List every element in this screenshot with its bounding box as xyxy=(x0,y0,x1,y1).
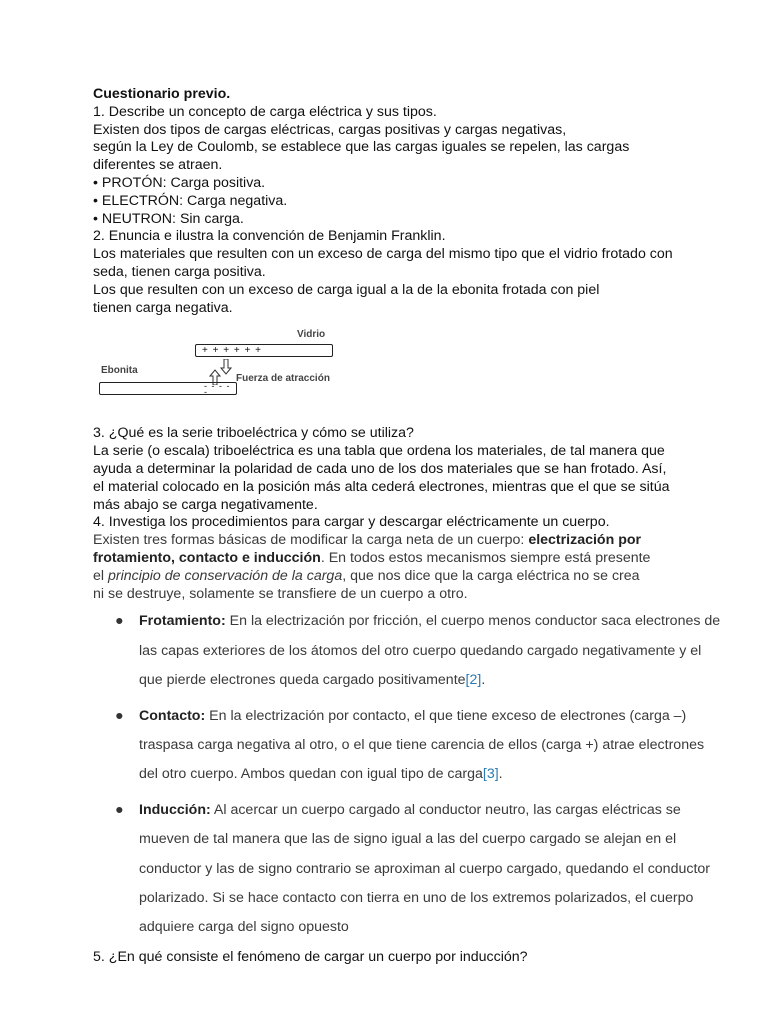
text-line: • NEUTRON: Sin carga. xyxy=(93,210,244,227)
intro-text: . En todos estos mecanismos siempre está presente el xyxy=(93,549,651,584)
intro-text: , que nos dice que la carga eléctrica no se crea ni se destruye, solamente se transfiere de un cuerpo a otro. xyxy=(93,567,640,602)
text-line: 1. Describe un concepto de carga eléctrica y sus tipos. xyxy=(93,103,437,120)
text-line: diferentes se atraen. xyxy=(93,157,223,174)
text-line: • PROTÓN: Carga positiva. xyxy=(93,174,266,191)
question-5: 5. ¿En qué consiste el fenómeno de cargar un cuerpo por inducción? xyxy=(93,948,528,965)
document-title: Cuestionario previo. xyxy=(93,86,231,102)
section1-body xyxy=(93,104,683,318)
citation-link[interactable]: [3] xyxy=(482,766,499,783)
list-item xyxy=(93,702,721,790)
method-end: . xyxy=(498,766,503,783)
method-text: Al acercar un cuerpo cargado al conductor neutro, las cargas eléctricas se mueven de tal manera que las de signo igual a las del cuerpo cargado se alejan en el conductor y las de signo contrario se aproximan al cuerpo cargado, quedando el conductor polarizado. Si se hace contacto con tierra en uno de los extremos polarizados, el cuerpo adquiere carga del signo opuesto xyxy=(139,801,711,936)
bullet-icon: ● xyxy=(115,613,124,630)
text-line: seda, tienen carga positiva. xyxy=(93,263,266,280)
franklin-convention-figure xyxy=(99,329,399,417)
document-page xyxy=(93,86,721,967)
attraction-force-label: Fuerza de atracción xyxy=(236,373,330,385)
ebonite-label: Ebonita xyxy=(101,365,138,377)
text-line: según la Ley de Coulomb, se establece que las cargas iguales se repelen, las cargas xyxy=(93,139,630,156)
method-text: En la electrización por fricción, el cuerpo menos conductor saca electrones de las capas exteriores de los átomos del otro cuerpo quedando cargado negativamente y el que pierde electrones queda cargado positivamente xyxy=(139,613,721,689)
intro-text: Existen tres formas básicas de modificar la carga neta de un cuerpo: xyxy=(93,532,529,549)
glass-label: Vidrio xyxy=(297,329,326,341)
method-term: Frotamiento: xyxy=(139,613,226,630)
citation-link[interactable]: [2] xyxy=(465,672,482,689)
text-line: Existen dos tipos de cargas eléctricas, cargas positivas y cargas negativas, xyxy=(93,121,567,138)
bullet-icon: ● xyxy=(115,707,124,724)
list-item xyxy=(93,607,721,695)
intro-bold-text: electrización por frotamiento, contacto e inducción xyxy=(93,532,642,566)
text-line: • ELECTRÓN: Carga negativa. xyxy=(93,192,288,209)
method-term: Inducción: xyxy=(139,801,211,818)
method-end: . xyxy=(481,672,486,689)
text-line: ayuda a determinar la polaridad de cada uno de los dos materiales que se han frotado. Así, xyxy=(93,460,667,477)
text-line: Los que resulten con un exceso de carga igual a la de la ebonita frotada con piel xyxy=(93,281,600,298)
text-line: 4. Investiga los procedimientos para cargar y descargar eléctricamente un cuerpo. xyxy=(93,514,610,531)
section4-intro xyxy=(93,532,653,603)
method-term: Contacto: xyxy=(139,707,206,724)
charging-methods-list xyxy=(93,607,721,942)
text-line: más abajo se carga negativamente. xyxy=(93,496,318,513)
text-line: el material colocado en la posición más alta cederá electrones, mientras que el que se sitúa xyxy=(93,478,670,495)
text-line: La serie (o escala) triboeléctrica es una tabla que ordena los materiales, de tal manera que xyxy=(93,443,665,460)
text-line: Los materiales que resulten con un exceso de carga del mismo tipo que el vidrio frotado con xyxy=(93,246,673,263)
method-text: En la electrización por contacto, el que tiene exceso de electrones (carga –) traspasa carga negativa al otro, o el que tiene carencia de ellos (carga +) atrae electrones del otro cuerpo. Ambos quedan con igual tipo de carga xyxy=(139,707,705,783)
glass-rod: + + + + + + xyxy=(195,344,333,357)
text-line: 3. ¿Qué es la serie triboeléctrica y cómo se utiliza? xyxy=(93,425,414,442)
list-item xyxy=(93,796,721,943)
bullet-icon: ● xyxy=(115,801,124,818)
intro-italic-text: principio de conservación de la carga xyxy=(107,567,343,584)
text-line: tienen carga negativa. xyxy=(93,299,233,316)
arrow-down-icon xyxy=(220,359,232,375)
section3-body xyxy=(93,425,683,532)
text-line: 2. Enuncia e ilustra la convención de Benjamin Franklin. xyxy=(93,228,446,245)
ebonite-rod: - - - - - xyxy=(99,382,237,395)
